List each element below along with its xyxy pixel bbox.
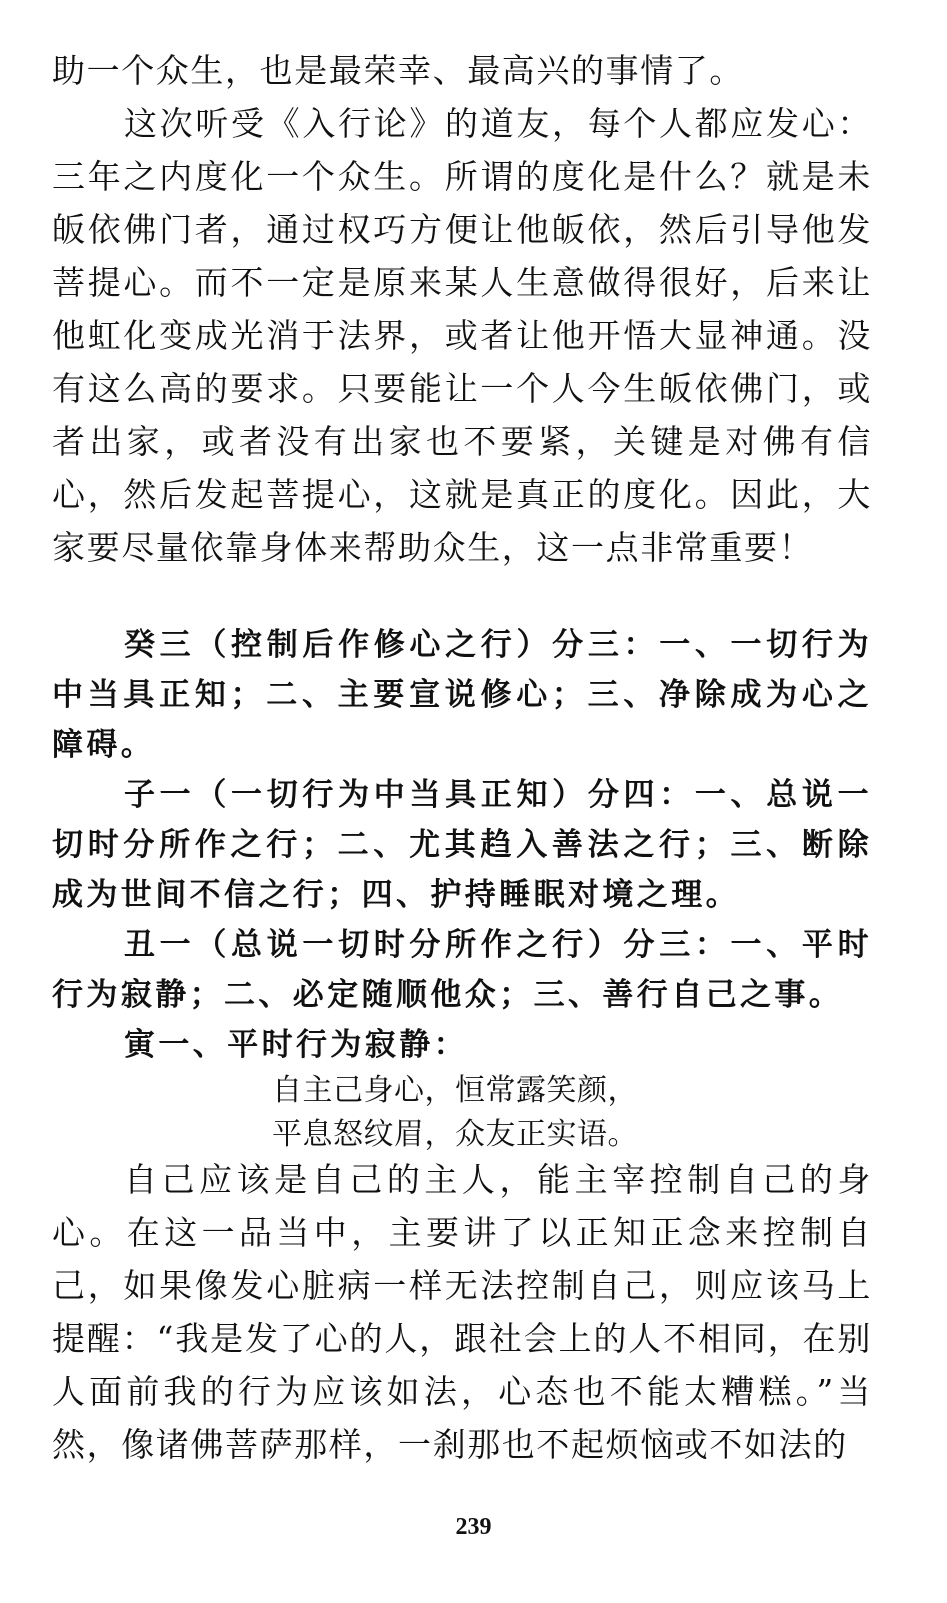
root-verse <box>272 1069 638 1157</box>
paragraph-dharma-friends: 这次听受《入行论》的道友，每个人都应发心：三年之内度化一个众生。所谓的度化是什么？就是未皈依佛门者，通过权巧方便让他皈依，然后引导他发菩提心。而不一定是原来某人生意做得很好，后来让他虹化变成光消于法界，或者让他开悟大显神通。没有这么高的要求。只要能让一个人今生皈依佛门，或者出家，或者没有出家也不要紧，关键是对佛有信心，然后发起菩提心，这就是真正的度化。因此，大家要尽量依靠身体来帮助众生，这一点非常重要！ <box>52 104 872 567</box>
heading-yin-yi: 寅一、平时行为寂静： <box>124 1027 468 1063</box>
page-number: 239 <box>455 1514 492 1540</box>
outline-headings <box>52 620 872 1070</box>
verse-line-1: 自主己身心，恒常露笑颜， <box>272 1073 638 1108</box>
verse-line-2: 平息怒纹眉，众友正实语。 <box>272 1117 638 1152</box>
heading-zi-yi: 子一（一切行为中当具正知）分四：一、总说一切时分所作之行；二、尤其趋入善法之行；三、断除成为世间不信之行；四、护持睡眠对境之理。 <box>52 777 872 913</box>
body-text-top <box>52 44 872 574</box>
heading-chou-yi: 丑一（总说一切时分所作之行）分三：一、平时行为寂静；二、必定随顺他众；三、善行自己之事。 <box>52 927 872 1013</box>
paragraph-self-master: 自己应该是自己的主人，能主宰控制自己的身心。在这一品当中，主要讲了以正知正念来控制自己，如果像发心脏病一样无法控制自己，则应该马上提醒：“我是发了心的人，跟社会上的人不相同，在别人面前我的行为应该如法，心态也不能太糟糕。”当然，像诸佛菩萨那样，一刹那也不起烦恼或不如法的 <box>52 1160 872 1464</box>
heading-gui-san: 癸三（控制后作修心之行）分三：一、一切行为中当具正知；二、主要宣说修心；三、净除成为心之障碍。 <box>52 627 872 763</box>
paragraph-continuation: 助一个众生，也是最荣幸、最高兴的事情了。 <box>52 51 744 90</box>
body-text-bottom <box>52 1153 872 1471</box>
